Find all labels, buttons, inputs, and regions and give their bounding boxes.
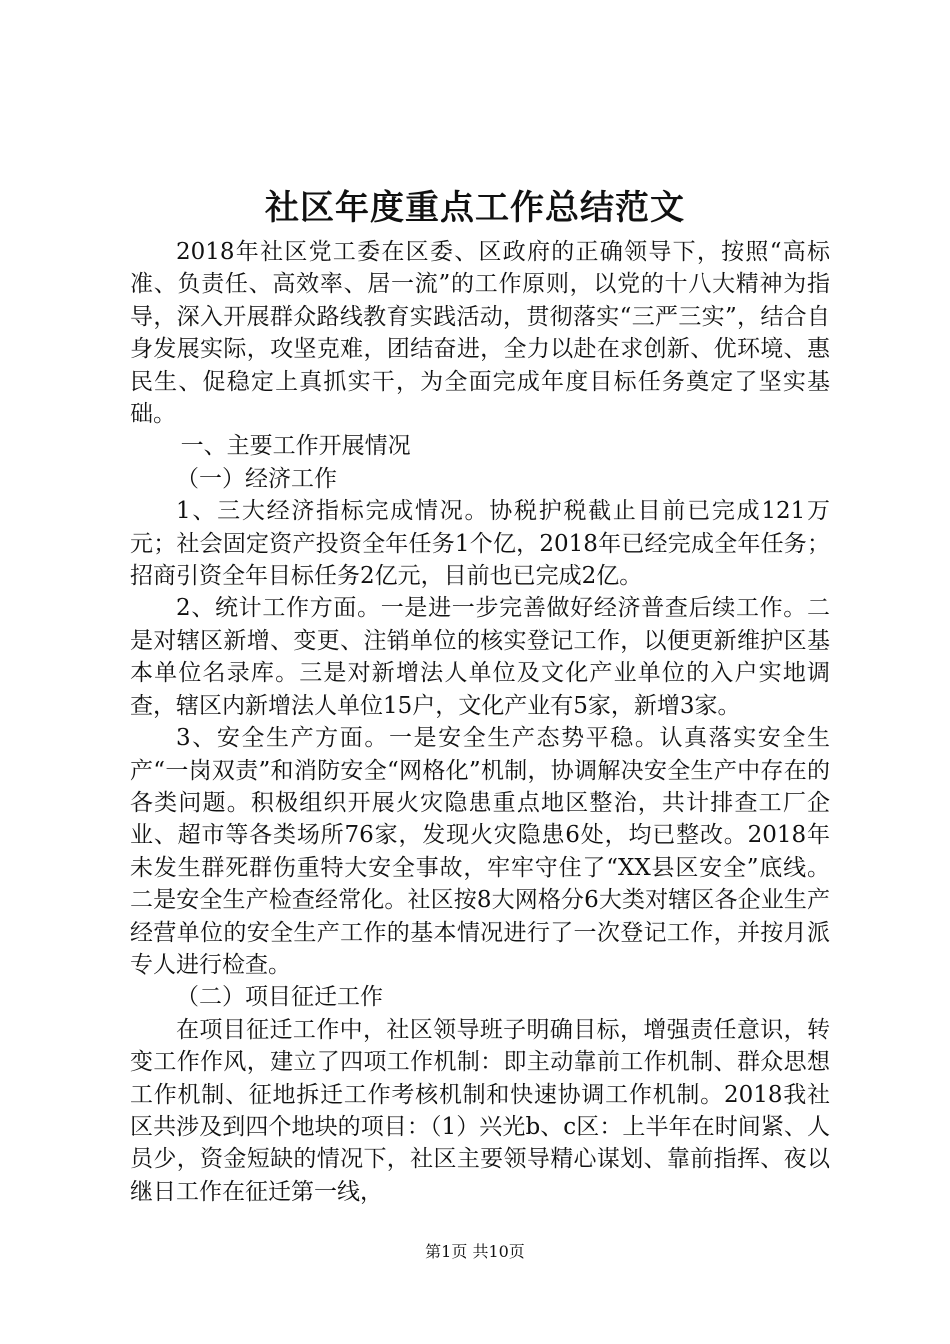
subsection-heading-project-relocation: （二）项目征迁工作 xyxy=(176,984,383,1011)
document-title: 社区年度重点工作总结范文 xyxy=(265,188,685,228)
section-heading-main-work: 一、主要工作开展情况 xyxy=(180,433,411,460)
paragraph-economic-indicators: 1、三大经济指标完成情况。协税护税截止目前已完成121万元；社会固定资产投资全年任务1个亿，2018年已经完成全年任务；招商引资全年目标任务2亿元，目前也已完成2亿。 xyxy=(130,498,830,590)
page-number-footer: 第1页 共10页 xyxy=(425,1242,525,1261)
paragraph-safety-production: 3、安全生产方面。一是安全生产态势平稳。认真落实安全生产“一岗双责”和消防安全“网格化”机制，协调解决安全生产中存在的各类问题。积极组织开展火灾隐患重点地区整治，共计排查工厂企业、超市等各类场所76家，发现火灾隐患6处，均已整改。2018年未发生群死群伤重特大安全事故，牢牢守住了“XX县区安全”底线。二是安全生产检查经常化。社区按8大网格分6大类对辖区各企业生产经营单位的安全生产工作的基本情况进行了一次登记工作，并按月派专人进行检查。 xyxy=(130,725,830,978)
paragraph-project-relocation: 在项目征迁工作中，社区领导班子明确目标，增强责任意识，转变工作作风，建立了四项工作机制：即主动靠前工作机制、群众思想工作机制、征地拆迁工作考核机制和快速协调工作机制。2018我社区共涉及到四个地块的项目：（1）兴光b、c区：上半年在时间紧、人员少，资金短缺的情况下，社区主要领导精心谋划、靠前指挥、夜以继日工作在征迁第一线， xyxy=(130,1016,830,1205)
intro-paragraph: 2018年社区党工委在区委、区政府的正确领导下，按照“高标准、负责任、高效率、居一流”的工作原则，以党的十八大精神为指导，深入开展群众路线教育实践活动，贯彻落实“三严三实”，结合自身发展实际，攻坚克难，团结奋进，全力以赴在求创新、优环境、惠民生、促稳定上真抓实干，为全面完成年度目标任务奠定了坚实基础。 xyxy=(130,239,830,428)
paragraph-statistics-work: 2、统计工作方面。一是进一步完善做好经济普查后续工作。二是对辖区新增、变更、注销单位的核实登记工作，以便更新维护区基本单位名录库。三是对新增法人单位及文化产业单位的入户实地调查，辖区内新增法人单位15户，文化产业有5家，新增3家。 xyxy=(130,595,830,719)
document-body xyxy=(130,236,830,1208)
subsection-heading-economic-work: （一）经济工作 xyxy=(176,465,337,492)
